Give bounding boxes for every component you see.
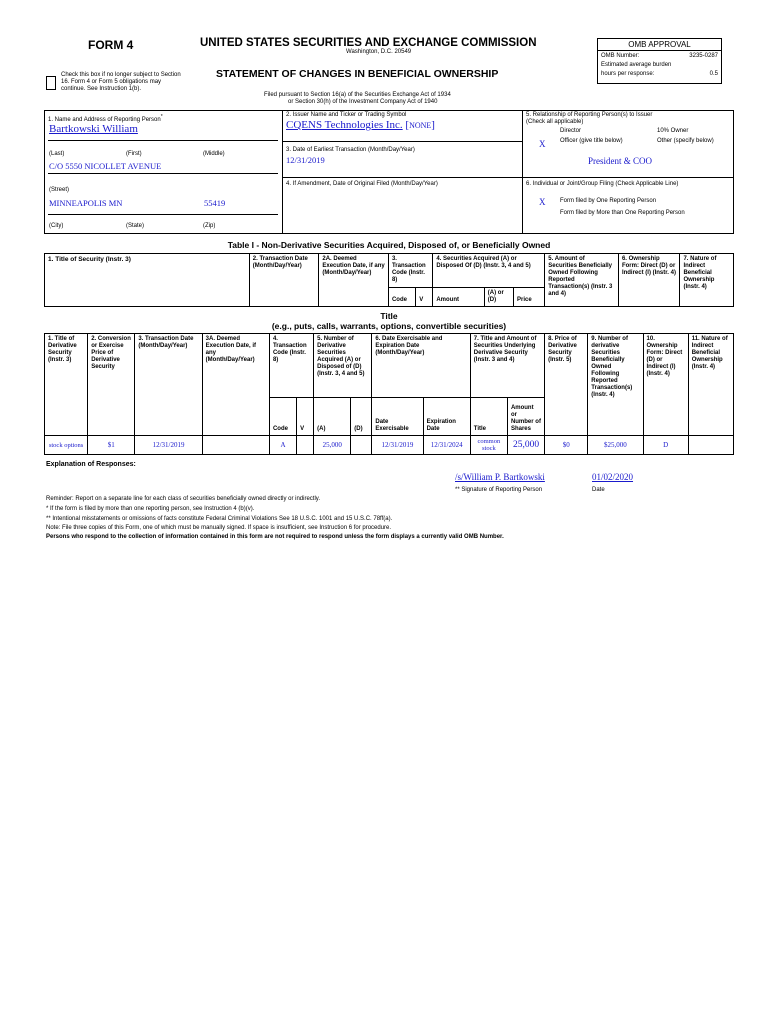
table1	[44, 253, 734, 307]
t2-code: Code	[269, 398, 296, 436]
t2-h9: 9. Number of derivative Securities Beneficially Owned Following Reported Transaction(s) (Instr. 4)	[588, 334, 643, 436]
issuer-ticker: NONE	[409, 121, 432, 130]
earliest-date-label: 3. Date of Earliest Transaction (Month/Day/Year)	[286, 147, 415, 153]
t2-row-date: 12/31/2019	[135, 436, 202, 455]
reminder-note: Reminder: Report on a separate line for each class of securities beneficially owned directly or indirectly.	[46, 496, 321, 502]
t1-h2a: 2A. Deemed Execution Date, if any (Month/Day/Year)	[319, 254, 389, 307]
t2-row-deriv-price: $0	[545, 436, 588, 455]
city-label: (City)	[49, 223, 64, 229]
omb-approval-box	[597, 38, 722, 84]
t2-row-exercisable: 12/31/2019	[372, 436, 423, 455]
t2-d: (D)	[351, 398, 372, 436]
t2-h10: 10. Ownership Form: Direct (D) or Indirect (I) (Instr. 4)	[643, 334, 688, 436]
t2-row-nature	[688, 436, 733, 455]
t2-row-d	[351, 436, 372, 455]
form-label: FORM 4	[88, 38, 134, 52]
t2-h3: 3. Transaction Date (Month/Day/Year)	[135, 334, 202, 436]
t2-row-form: D	[643, 436, 688, 455]
t2-row-owned: $25,000	[588, 436, 643, 455]
omb-burden-label: Estimated average burden	[601, 62, 672, 68]
t2-h3a: 3A. Deemed Execution Date, if any (Month/Day/Year)	[202, 334, 269, 436]
t2-h6: 6. Date Exercisable and Expiration Date (Month/Day/Year)	[372, 334, 470, 398]
relationship-label: 5. Relationship of Reporting Person(s) to Issuer	[526, 112, 653, 118]
more-person-option[interactable]: Form filed by More than One Reporting Person	[560, 210, 685, 216]
first-label: (First)	[126, 151, 142, 157]
middle-label: (Middle)	[203, 151, 225, 157]
t2-row-a: 25,000	[314, 436, 351, 455]
t2-row-expiration: 12/31/2024	[423, 436, 470, 455]
omb-hours-label: hours per response:	[601, 71, 655, 77]
table2	[44, 333, 734, 455]
footnote-3: Note: File three copies of this Form, one of which must be manually signed. If space is insufficient, see Instruction 6 for procedure.	[46, 525, 392, 531]
signature-date: 01/02/2020	[592, 472, 634, 482]
t2-row-deemed	[202, 436, 269, 455]
t2-h2: 2. Conversion or Exercise Price of Derivative Security	[88, 334, 135, 436]
one-person-option[interactable]: Form filed by One Reporting Person	[560, 198, 657, 204]
t2-h11: 11. Nature of Indirect Beneficial Ownership (Instr. 4)	[688, 334, 733, 436]
filing-label: 6. Individual or Joint/Group Filing (Check Applicable Line)	[526, 181, 679, 187]
street-label: (Street)	[49, 187, 70, 193]
state-label: (State)	[126, 223, 145, 229]
check-all-label: (Check all applicable)	[526, 119, 584, 125]
reporting-person-name[interactable]: Bartkowski William	[49, 123, 138, 135]
t2-row-security: stock options	[45, 436, 88, 455]
issuer-label: 2. Issuer Name and Ticker or Trading Symbol	[286, 112, 407, 118]
t2-h8: 8. Price of Derivative Security (Instr. 5)	[545, 334, 588, 436]
t1-code: Code	[388, 288, 415, 307]
signature: /s/William P. Bartkowski	[455, 472, 545, 482]
t1-h3: 3. Transaction Code (Instr. 8)	[388, 254, 432, 288]
t2-row-price: $1	[88, 436, 135, 455]
ten-pct-option[interactable]: 10% Owner	[657, 128, 689, 134]
footnote-1: * If the form is filed by more than one reporting person, see Instruction 4 (b)(v).	[46, 506, 255, 512]
explanation-label: Explanation of Responses:	[46, 461, 136, 468]
last-label: (Last)	[49, 151, 65, 157]
t2-title: Title	[470, 398, 507, 436]
omb-title: OMB APPROVAL	[598, 39, 721, 51]
t1-h1: 1. Title of Security (Instr. 3)	[45, 254, 250, 307]
t1-h6: 6. Ownership Form: Direct (D) or Indirect (I) (Instr. 4)	[618, 254, 680, 307]
officer-title: President & COO	[588, 156, 652, 166]
zip-label: (Zip)	[203, 223, 216, 229]
agency-name: UNITED STATES SECURITIES AND EXCHANGE COMMISSION	[200, 37, 537, 49]
earliest-date-value: 12/31/2019	[286, 155, 325, 165]
other-option[interactable]: Other (specify below)	[657, 138, 714, 144]
footnote-2: ** Intentional misstatements or omissions of facts constitute Federal Criminal Violations See 18 U.S.C. 1001 and 15 U.S.C. 78ff(a).	[46, 516, 393, 522]
city-state: MINNEAPOLIS MN	[49, 198, 123, 208]
address-line: C/O 5550 NICOLLET AVENUE	[49, 161, 162, 171]
t1-price: Price	[514, 288, 545, 307]
director-option[interactable]: Director	[560, 128, 582, 134]
table-row	[45, 436, 734, 455]
issuer-name[interactable]: CQENS Technologies Inc.	[286, 119, 403, 131]
filed-pursuant-2: or Section 30(h) of the Investment Company Act of 1940	[288, 99, 438, 105]
t2-date-ex: Date Exercisable	[372, 398, 423, 436]
t1-h4: 4. Securities Acquired (A) or Disposed Of (D) (Instr. 3, 4 and 5)	[433, 254, 545, 288]
date-label: Date	[592, 487, 605, 493]
t2-h1: 1. Title of Derivative Security (Instr. 3)	[45, 334, 88, 436]
t2-amount-shares: Amount or Number of Shares	[507, 398, 544, 436]
omb-hours-value: 0.5	[709, 71, 718, 77]
table2-title: Title	[380, 311, 398, 321]
t2-exp: Expiration Date	[423, 398, 470, 436]
reporting-person-label: 1. Name and Address of Reporting Person*	[48, 114, 163, 123]
t1-amount: Amount	[433, 288, 484, 307]
t2-h4: 4. Transaction Code (Instr. 8)	[269, 334, 313, 398]
amendment-label: 4. If Amendment, Date of Original Filed (Month/Day/Year)	[286, 181, 438, 187]
no-longer-subject-checkbox[interactable]	[46, 76, 56, 90]
t2-row-code: A	[269, 436, 296, 455]
omb-number-value: 3235-0287	[689, 53, 718, 59]
t2-row-shares: 25,000	[507, 436, 544, 455]
zip-code: 55419	[204, 198, 226, 208]
t1-h5: 5. Amount of Securities Beneficially Owned Following Reported Transaction(s) (Instr. 3 and 4)	[545, 254, 619, 307]
issuer-row: CQENS Technologies Inc. [NONE]	[286, 119, 435, 131]
t2-row-v	[297, 436, 314, 455]
t1-h7: 7. Nature of Indirect Beneficial Ownership (Instr. 4)	[680, 254, 734, 307]
filed-pursuant-1: Filed pursuant to Section 16(a) of the Securities Exchange Act of 1934	[264, 92, 451, 98]
statement-title: STATEMENT OF CHANGES IN BENEFICIAL OWNERSHIP	[216, 68, 499, 80]
omb-number-label: OMB Number:	[601, 53, 640, 59]
t2-h5: 5. Number of Derivative Securities Acquired (A) or Disposed of (D) (Instr. 3, 4 and 5)	[314, 334, 372, 398]
t2-v: V	[297, 398, 314, 436]
officer-option[interactable]: Officer (give title below)	[560, 138, 623, 144]
one-person-checkmark: X	[539, 197, 546, 207]
t2-row-title: common stock	[470, 436, 507, 455]
officer-checkmark: X	[539, 139, 546, 149]
t1-aord: (A) or (D)	[484, 288, 513, 307]
table2-subtitle: (e.g., puts, calls, warrants, options, convertible securities)	[271, 321, 507, 331]
t1-h2: 2. Transaction Date (Month/Day/Year)	[249, 254, 319, 307]
t2-h7: 7. Title and Amount of Securities Underlying Derivative Security (Instr. 3 and 4)	[470, 334, 544, 398]
signature-label: ** Signature of Reporting Person	[455, 487, 543, 493]
footnote-4: Persons who respond to the collection of information contained in this form are not required to respond unless the form displays a currently valid OMB Number.	[46, 534, 504, 540]
table1-title: Table I - Non-Derivative Securities Acquired, Disposed of, or Beneficially Owned	[227, 240, 551, 250]
t1-v: V	[416, 288, 433, 307]
agency-location: Washington, D.C. 20549	[346, 49, 412, 55]
checkbox-text: Check this box if no longer subject to Section 16. Form 4 or Form 5 obligations may continue. See Instruction 1(b).	[61, 72, 181, 92]
t2-a: (A)	[314, 398, 351, 436]
